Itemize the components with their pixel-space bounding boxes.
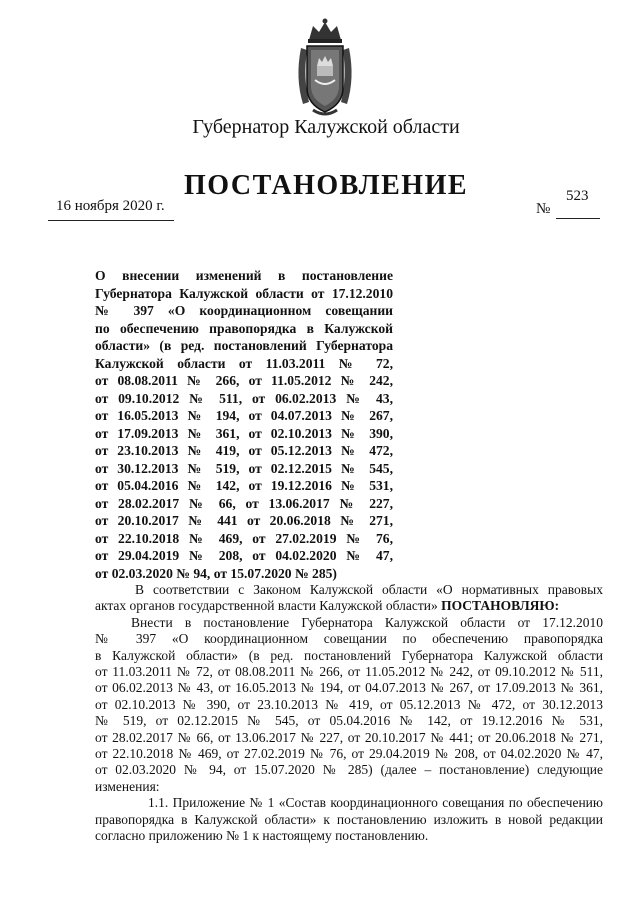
subject-line: Калужской области от 11.03.2011 № 72, (95, 355, 393, 371)
paragraph-line: от 28.02.2017 № 66, от 13.06.2017 № 227, от 20.10.2017 № 441; от 20.06.2018 № 271, (95, 729, 603, 745)
paragraph-line: изменения: (95, 778, 160, 794)
subject-line: от 30.12.2013 № 519, от 02.12.2015 № 545, (95, 460, 393, 476)
subject-line: от 09.10.2012 № 511, от 06.02.2013 № 43, (95, 390, 393, 406)
number-underline (556, 218, 600, 219)
subject-line: от 16.05.2013 № 194, от 04.07.2013 № 267, (95, 408, 393, 423)
subject-line: от 17.09.2013 № 361, от 02.10.2013 № 390, (95, 425, 393, 441)
subject-line: области» (в ред. постановлений Губернатора (95, 338, 393, 353)
document-subject (95, 267, 393, 582)
subject-line: № 397 «О координационном совещании (95, 303, 393, 318)
paragraph-line: от 06.02.2013 № 43, от 16.05.2013 № 194, от 04.07.2013 № 267, от 17.09.2013 № 361, (95, 680, 603, 696)
document-type-title: ПОСТАНОВЛЕНИЕ (183, 170, 469, 201)
subject-line: от 23.10.2013 № 419, от 05.12.2013 № 472, (95, 443, 393, 458)
subject-line: по обеспечению правопорядка в Калужской (95, 320, 393, 336)
subject-line: от 08.08.2011 № 266, от 11.05.2012 № 242, (95, 373, 393, 388)
paragraph-line: от 02.10.2013 № 390, от 23.10.2013 № 419, от 05.12.2013 № 472, от 30.12.2013 (95, 696, 603, 712)
subject-line: от 20.10.2017 № 441 от 20.06.2018 № 271, (95, 513, 393, 528)
subject-line: Губернатора Калужской области от 17.12.2010 (95, 285, 393, 301)
paragraph-line: 1.1. Приложение № 1 «Состав координационного совещания по обеспечению (148, 795, 603, 811)
paragraph-line: № 519, от 02.12.2015 № 545, от 05.04.2016 № 142, от 19.12.2016 № 531, (95, 713, 603, 729)
kaluga-coat-of-arms-icon (291, 18, 359, 120)
subject-line: от 05.04.2016 № 142, от 19.12.2016 № 531, (95, 478, 393, 493)
issuer-title: Губернатор Калужской области (192, 116, 460, 138)
paragraph-line: от 22.10.2018 № 469, от 27.02.2019 № 76, от 29.04.2019 № 208, от 04.02.2020 № 47, (95, 746, 603, 762)
paragraph-line: от 02.03.2020 № 94, от 15.07.2020 № 285) (далее – постановление) следующие (95, 762, 603, 778)
paragraph-line: от 11.03.2011 № 72, от 08.08.2011 № 266, от 11.05.2012 № 242, от 09.10.2012 № 511, (95, 664, 603, 680)
paragraph-line: согласно приложению № 1 к настоящему постановлению. (95, 828, 429, 844)
subject-line: от 29.04.2019 № 208, от 04.02.2020 № 47, (95, 548, 393, 563)
preamble-line: В соответствии с Законом Калужской области «О нормативных правовых (135, 582, 603, 597)
number-sign: № (536, 201, 551, 217)
paragraph-line: Внести в постановление Губернатора Калужской области от 17.12.2010 (131, 614, 603, 630)
document-body (95, 582, 603, 845)
paragraph-line: № 397 «О координационном совещании по обеспечению правопорядка (95, 631, 603, 647)
paragraph-line: в Калужской области» (в ред. постановлений Губернатора Калужской области (95, 647, 603, 663)
subject-line: от 28.02.2017 № 66, от 13.06.2017 № 227, (95, 495, 393, 511)
document-date: 16 ноября 2020 г. (56, 198, 165, 214)
subject-line: от 22.10.2018 № 469, от 27.02.2019 № 76, (95, 530, 393, 546)
subject-line: О внесении изменений в постановление (95, 268, 393, 283)
preamble-text: актах органов государственной власти Калужской области» (95, 598, 438, 614)
date-underline (48, 220, 174, 221)
preamble-line (95, 598, 603, 614)
document-number: 523 (566, 188, 589, 204)
decree-word: ПОСТАНОВЛЯЮ: (441, 598, 560, 614)
subject-line: от 02.03.2020 № 94, от 15.07.2020 № 285) (95, 565, 337, 581)
paragraph-line: правопорядка в Калужской области» к постановлению изложить в новой редакции (95, 811, 603, 827)
